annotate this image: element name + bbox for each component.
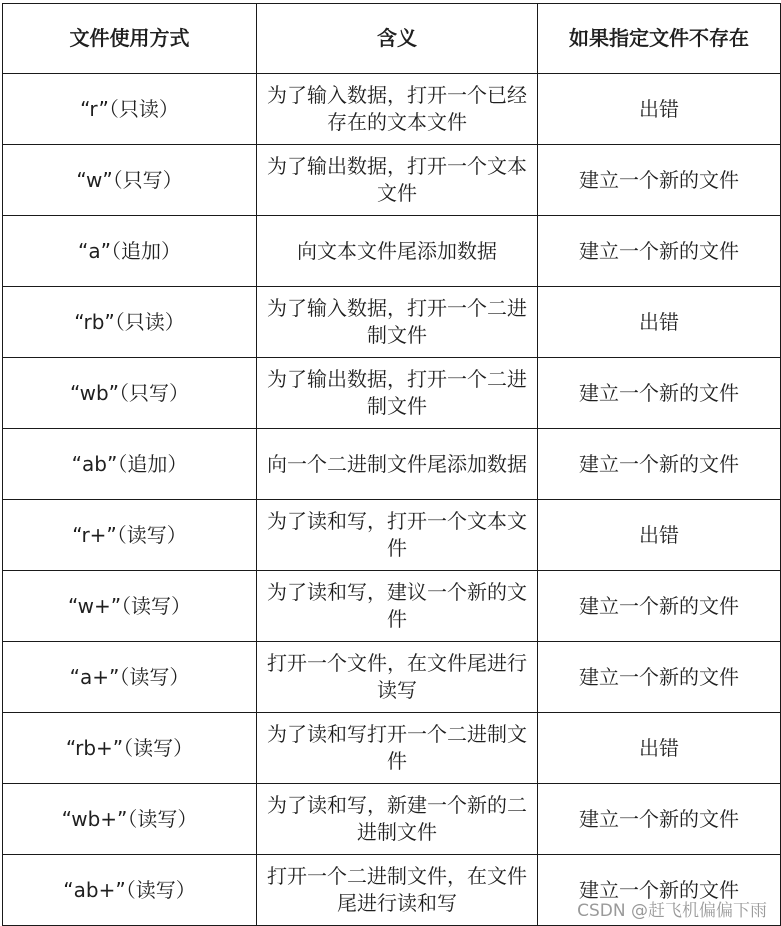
if-missing-cell: 出错: [538, 74, 781, 145]
meaning-cell: 为了读和写，打开一个文本文件: [257, 500, 538, 571]
meaning-cell: 为了输入数据，打开一个二进制文件: [257, 287, 538, 358]
if-missing-cell: 建立一个新的文件: [538, 429, 781, 500]
table-row: [3, 500, 781, 571]
meaning-cell: 为了输入数据，打开一个已经存在的文本文件: [257, 74, 538, 145]
if-missing-cell: 出错: [538, 287, 781, 358]
mode-cell: “w+”（读写）: [3, 571, 257, 642]
table-row: [3, 358, 781, 429]
if-missing-cell: 建立一个新的文件: [538, 571, 781, 642]
mode-cell: “rb+”（读写）: [3, 713, 257, 784]
meaning-cell: 为了读和写打开一个二进制文件: [257, 713, 538, 784]
header-row: [3, 4, 781, 74]
meaning-cell: 为了输出数据，打开一个二进制文件: [257, 358, 538, 429]
if-missing-cell: 建立一个新的文件: [538, 784, 781, 855]
if-missing-cell: 建立一个新的文件: [538, 216, 781, 287]
watermark: CSDN @赶飞机偏偏下雨: [577, 901, 767, 921]
meaning-cell: 为了读和写，新建一个新的二进制文件: [257, 784, 538, 855]
table-row: [3, 145, 781, 216]
mode-cell: “a”（追加）: [3, 216, 257, 287]
header-mode: 文件使用方式: [3, 4, 257, 74]
if-missing-cell: 建立一个新的文件: [538, 145, 781, 216]
table-row: [3, 571, 781, 642]
meaning-cell: 向一个二进制文件尾添加数据: [257, 429, 538, 500]
mode-cell: “r+”（读写）: [3, 500, 257, 571]
if-missing-cell: 出错: [538, 500, 781, 571]
table-row: [3, 216, 781, 287]
table-row: [3, 642, 781, 713]
meaning-cell: 为了读和写，建议一个新的文件: [257, 571, 538, 642]
meaning-cell: 打开一个二进制文件，在文件尾进行读和写: [257, 855, 538, 926]
table-row: [3, 287, 781, 358]
table-row: [3, 784, 781, 855]
meaning-cell: 向文本文件尾添加数据: [257, 216, 538, 287]
mode-cell: “ab+”（读写）: [3, 855, 257, 926]
mode-cell: “wb+”（读写）: [3, 784, 257, 855]
mode-cell: “ab”（追加）: [3, 429, 257, 500]
mode-cell: “r”（只读）: [3, 74, 257, 145]
mode-cell: “a+”（读写）: [3, 642, 257, 713]
table-row: [3, 713, 781, 784]
table-row: [3, 74, 781, 145]
if-missing-cell: 建立一个新的文件: [538, 855, 781, 926]
meaning-cell: 打开一个文件，在文件尾进行读写: [257, 642, 538, 713]
meaning-cell: 为了输出数据，打开一个文本文件: [257, 145, 538, 216]
if-missing-cell: 出错: [538, 713, 781, 784]
mode-cell: “wb”（只写）: [3, 358, 257, 429]
header-meaning: 含义: [257, 4, 538, 74]
if-missing-cell: 建立一个新的文件: [538, 358, 781, 429]
mode-cell: “rb”（只读）: [3, 287, 257, 358]
if-missing-cell: 建立一个新的文件: [538, 642, 781, 713]
file-modes-table: [2, 3, 781, 926]
mode-cell: “w”（只写）: [3, 145, 257, 216]
table-row: [3, 429, 781, 500]
header-if-missing: 如果指定文件不存在: [538, 4, 781, 74]
